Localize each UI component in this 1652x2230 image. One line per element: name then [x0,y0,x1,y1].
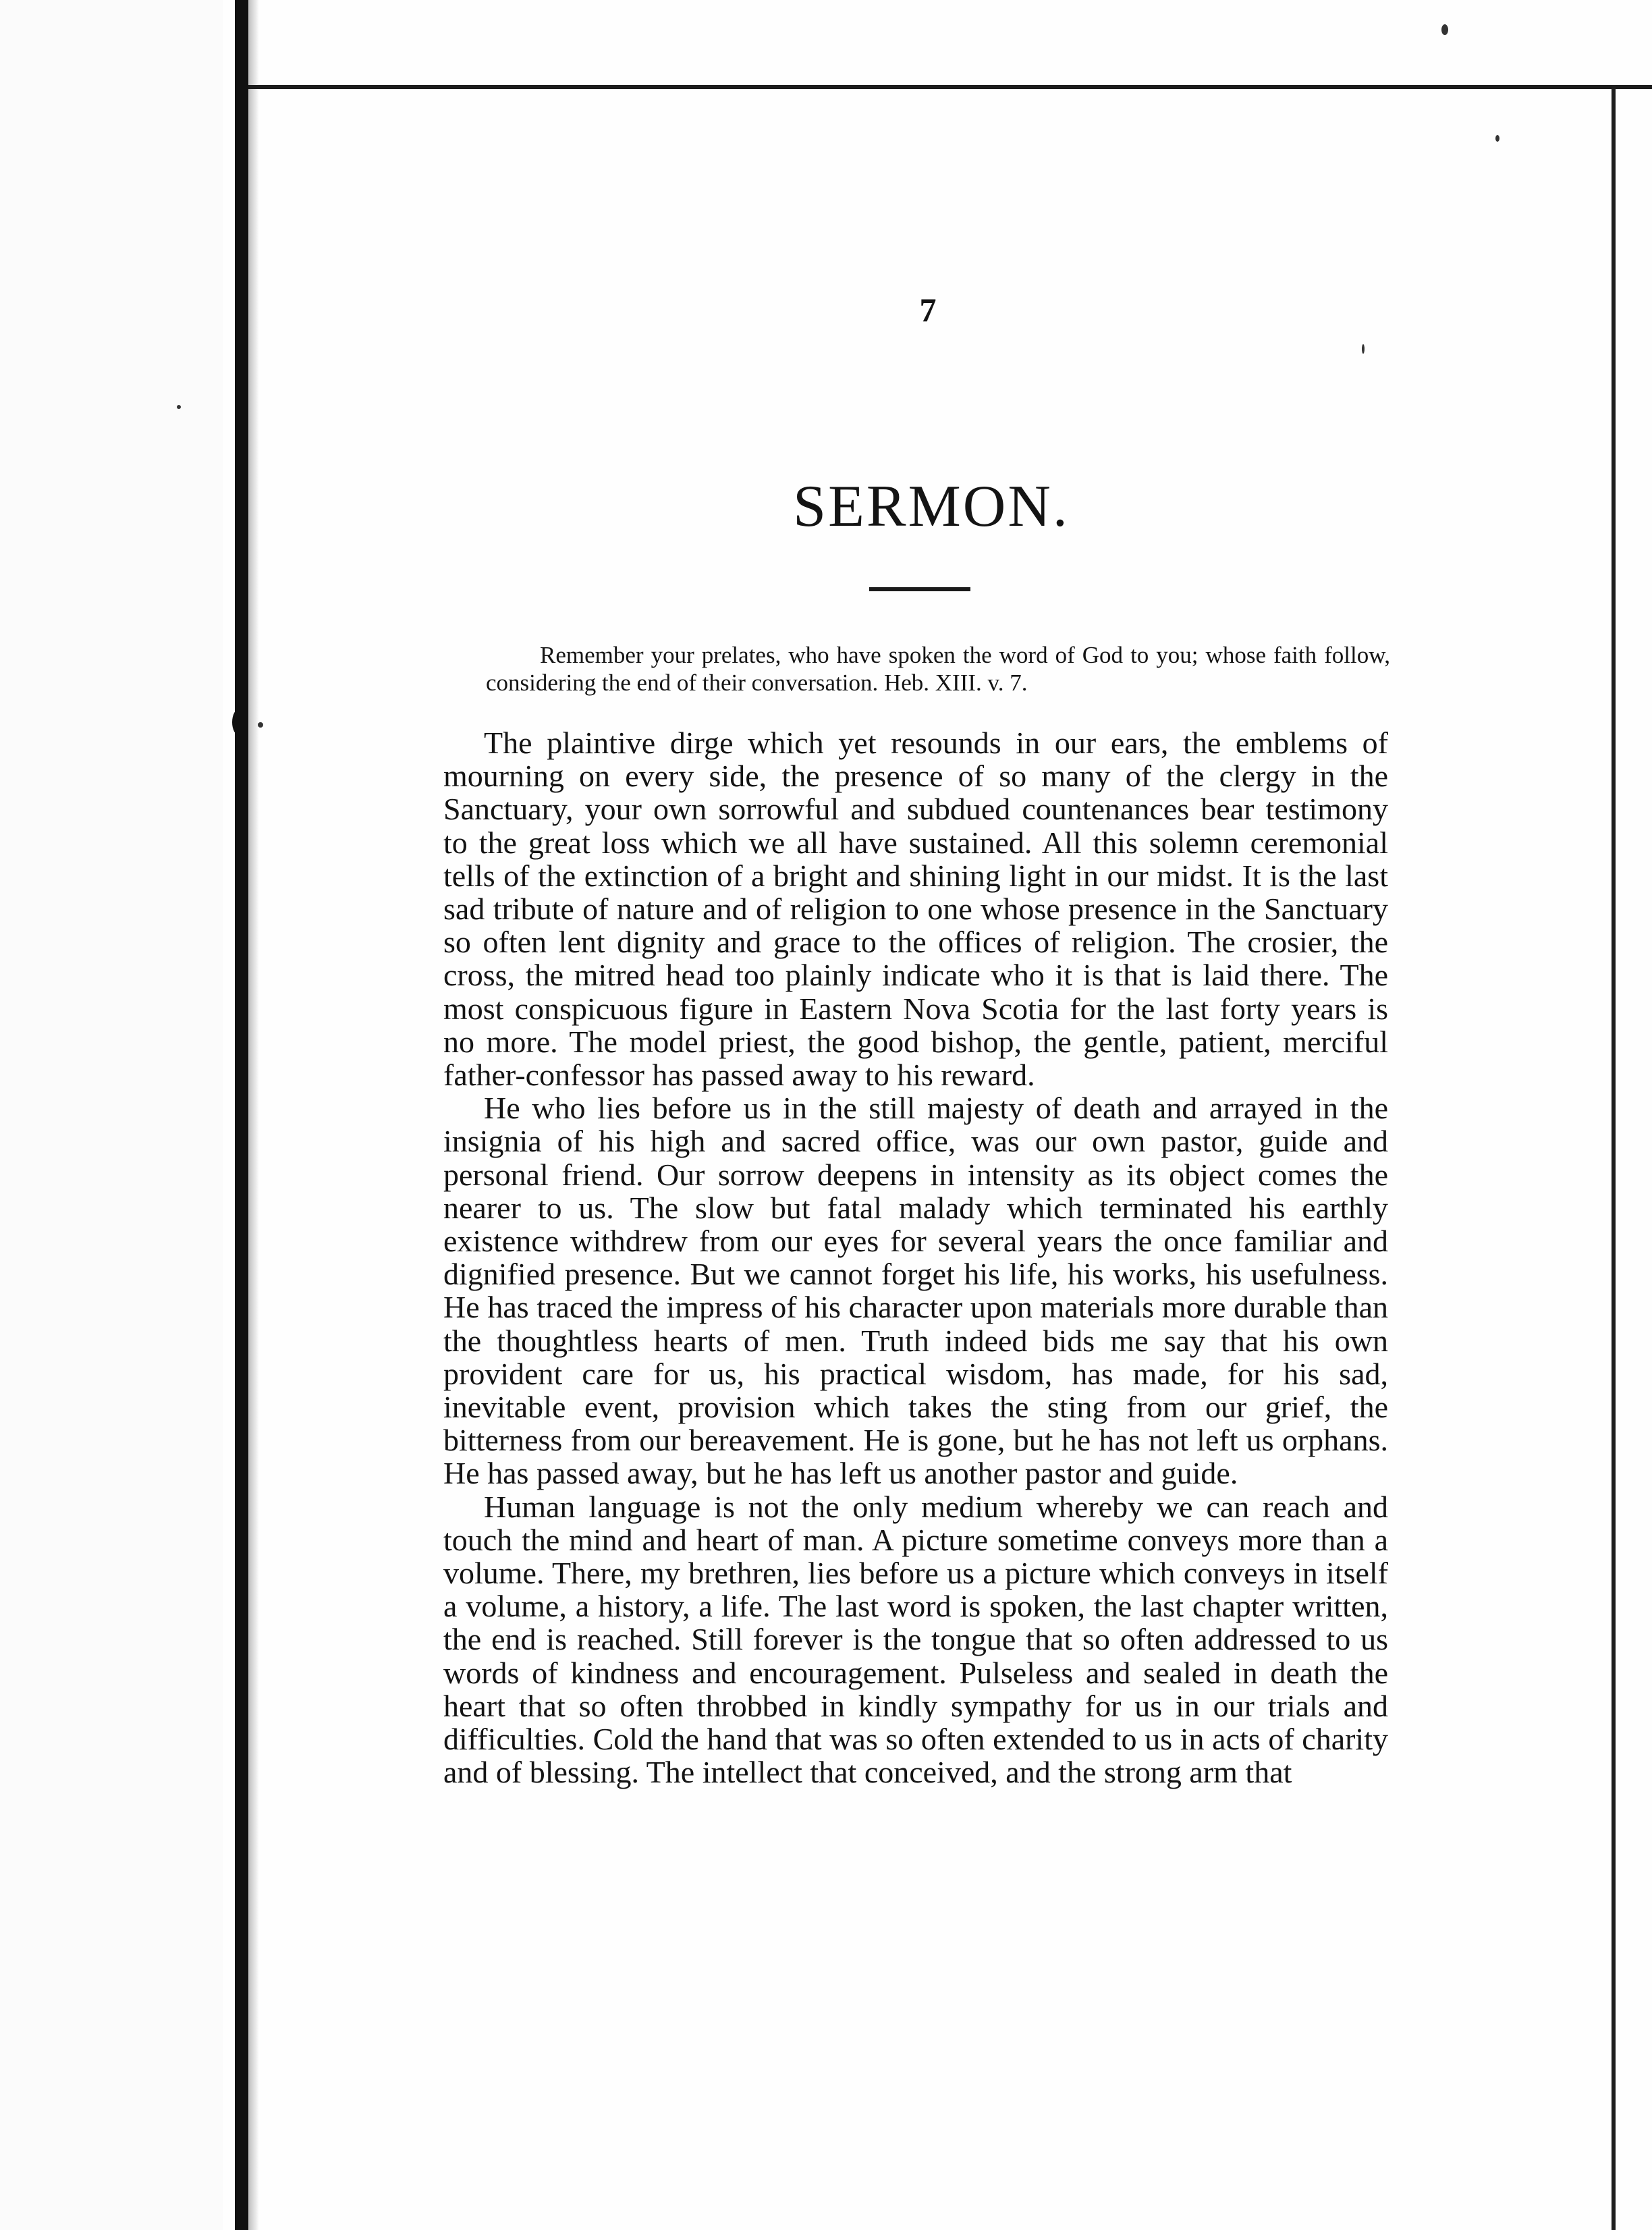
sermon-body [443,726,1388,1789]
page-right-edge [1612,85,1616,2230]
scan-speck [1441,24,1448,35]
title-rule [869,587,970,591]
scan-speck [258,722,263,728]
page-title: SERMON. [793,474,1070,539]
page-number: 7 [919,291,937,329]
scan-speck [177,405,181,409]
book-gutter [235,0,248,2230]
paragraph: Human language is not the only medium whereby we can reach and touch the mind and heart of man. A picture sometime conveys more than a volume. There, my brethren, lies before us a picture which conveys in itself a volume, a history, a life. The last word is spoken, the last chapter written, the end is reached. Still forever is the tongue that so often addressed to us words of kindness and encouragement. Pulseless and sealed in death the heart that so often throbbed in kindly sympathy for us in our trials and difficulties. Cold the hand that was so often extended to us in acts of charity and of blessing. The intellect that conceived, and the strong arm that [443,1489,1388,1790]
paragraph: The plaintive dirge which yet resounds in our ears, the emblems of mourning on every side, the presence of so many of the clergy in the Sanctuary, your own sorrowful and subdued countenances bear testimony to the great loss which we all have sustained. All this solemn ceremonial tells of the extinction of a bright and shining light in our midst. It is the last sad tribute of nature and of religion to one whose presence in the Sanctuary so often lent dignity and grace to the offices of religion. The crosier, the cross, the mitred head too plainly indicate who it is that is laid there. The most conspicuous figure in Eastern Nova Scotia for the last forty years is no more. The model priest, the good bishop, the gentle, patient, merciful father-confessor has passed away to his reward. [443,726,1388,1093]
facing-page-margin [0,0,223,2230]
scan-speck [1495,135,1499,142]
page-top-edge [248,85,1652,89]
paragraph: He who lies before us in the still majesty of death and arrayed in the insignia of his high and sacred office, was our own pastor, guide and personal friend. Our sorrow deepens in intensity as its object comes the nearer to us. The slow but fatal malady which terminated his earthly existence withdrew from our eyes for several years the once familiar and dignified presence. But we cannot forget his life, his works, his usefulness. He has traced the impress of his character upon materials more durable than the thoughtless hearts of men. Truth indeed bids me say that his own provident care for us, his practical wisdom, has made, for his sad, inevitable event, provision which takes the sting from our grief, the bitterness from our bereavement. He is gone, but he has not left us orphans. He has passed away, but he has left us another pastor and guide. [443,1091,1388,1491]
epigraph: Remember your prelates, who have spoken the word of God to you; whose faith follow, considering the end of their conversation. Heb. XIII. v. 7. [486,642,1390,696]
gutter-notch [232,709,247,736]
gutter-shadow [248,0,259,2230]
scan-speck [1362,344,1365,354]
